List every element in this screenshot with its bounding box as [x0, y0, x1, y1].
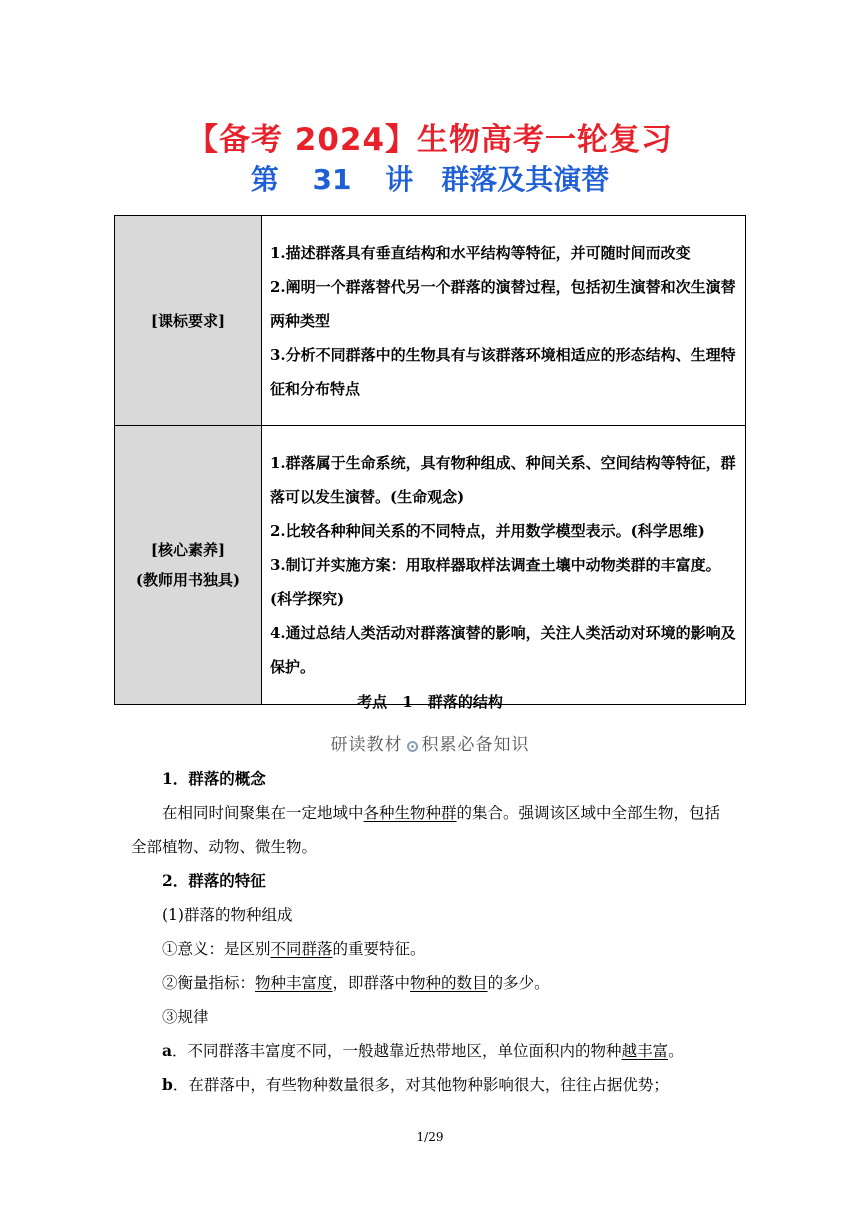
list-item: 1.描述群落具有垂直结构和水平结构等特征，并可随时间而改变: [270, 243, 691, 262]
paragraph: ②衡量指标：物种丰富度，即群落中物种的数目的多少。: [162, 974, 550, 992]
paragraph: ③规律: [162, 1008, 209, 1026]
heading-features: 2．群落的特征: [162, 871, 266, 890]
list-item: 1.群落属于生命系统，具有物种组成、种间关系、空间结构等特征，群落可以发生演替。(生命观念): [270, 454, 736, 506]
main-content: [131, 762, 735, 1102]
curriculum-requirements-label: [课标要求]: [115, 216, 262, 426]
paragraph: a．不同群落丰富度不同，一般越靠近热带地区，单位面积内的物种越丰富。: [162, 1041, 684, 1060]
section-heading: 考点 1 群落的结构: [357, 693, 503, 711]
table-row: [115, 426, 746, 705]
core-literacy-content: [262, 426, 746, 705]
paragraph: 在相同时间聚集在一定地域中各种生物种群的集合。强调该区域中全部生物，包括全部植物、动物、微生物。: [131, 804, 721, 856]
list-item: 2.阐明一个群落替代另一个群落的演替过程，包括初生演替和次生演替两种类型: [270, 277, 736, 330]
paragraph: b．在群落中，有些物种数量很多，对其他物种影响很大，往往占据优势；: [162, 1075, 669, 1094]
core-literacy-label: [核心素养] (教师用书独具): [115, 426, 262, 705]
page-number: 1/29: [416, 1130, 444, 1144]
table-row: [115, 216, 746, 426]
requirements-table: [114, 215, 746, 705]
paragraph: ①意义：是区别不同群落的重要特征。: [162, 940, 426, 958]
lecture-subtitle: 第 31 讲 群落及其演替: [250, 163, 610, 196]
target-icon: [407, 741, 418, 752]
document-title: 【备考 2024】生物高考一轮复习: [186, 122, 674, 158]
heading-concept: 1．群落的概念: [162, 769, 266, 788]
list-item: 2.比较各种种间关系的不同特点，并用数学模型表示。(科学思维): [270, 522, 705, 540]
curriculum-requirements-content: [262, 216, 746, 426]
list-item: 3.分析不同群落中的生物具有与该群落环境相适应的形态结构、生理特征和分布特点: [270, 345, 736, 398]
subheading: (1)群落的物种组成: [162, 906, 293, 924]
list-item: 3.制订并实施方案：用取样器取样法调查土壤中动物类群的丰富度。(科学探究): [270, 556, 721, 608]
list-item: 4.通过总结人类活动对群落演替的影响，关注人类活动对环境的影响及保护。: [270, 624, 736, 676]
section-banner: 研读教材 积累必备知识: [330, 735, 530, 755]
